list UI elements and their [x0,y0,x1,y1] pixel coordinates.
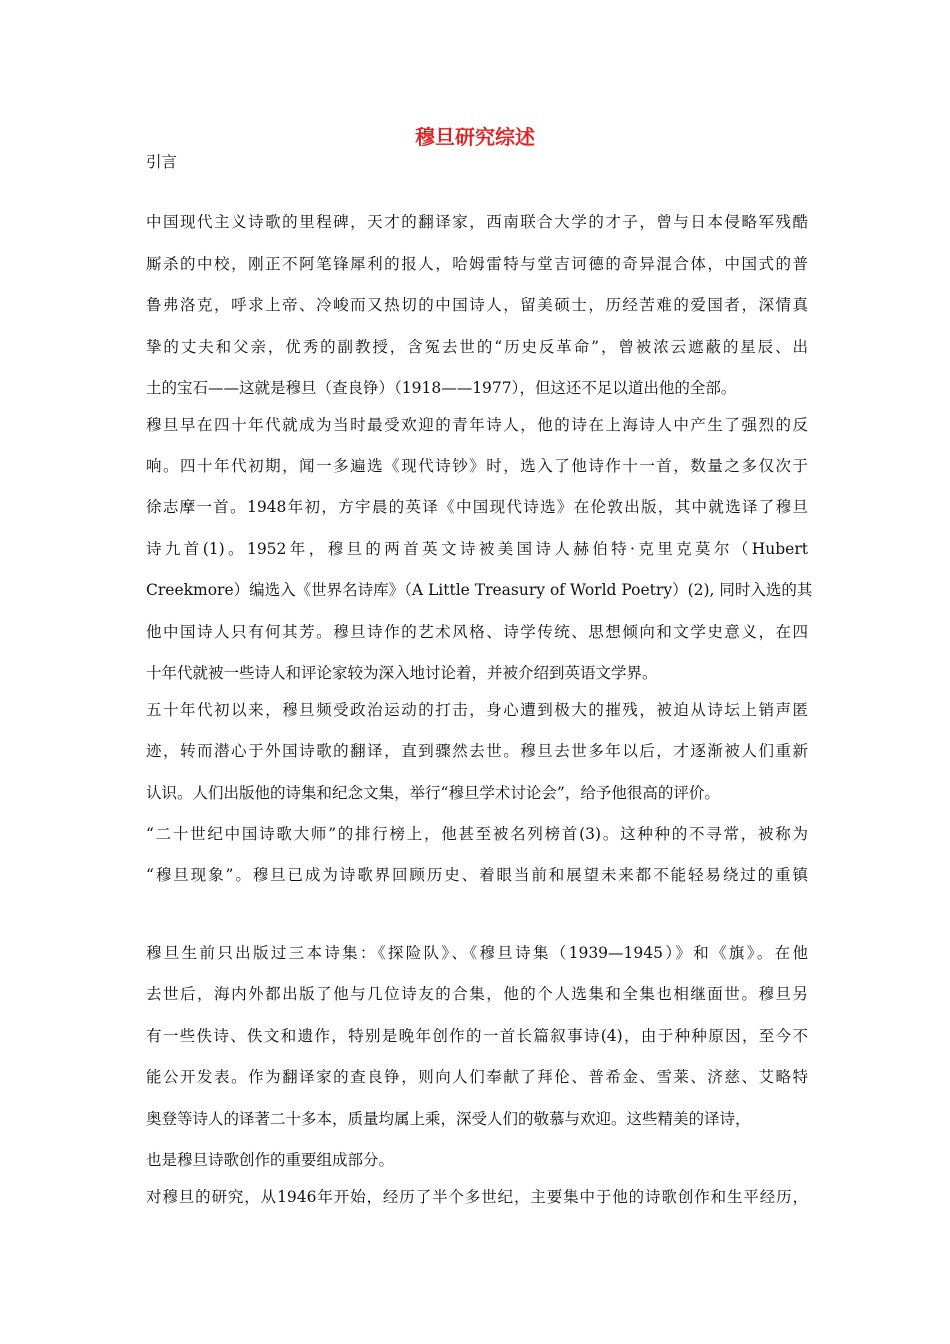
text-line: 中国现代主义诗歌的里程碑，天才的翻译家，西南联合大学的才子，曾与日本侵略军残酷 [146,213,808,231]
text-line: 厮杀的中校，刚正不阿笔锋犀利的报人，哈姆雷特与堂吉诃德的奇异混合体，中国式的普 [146,255,808,273]
text-line: 迹，转而潜心于外国诗歌的翻译，直到骤然去世。穆旦去世多年以后，才逐渐被人们重新 [146,742,808,760]
intro-heading: 引言 [146,153,178,171]
text-line: Creekmore）编选入《世界名诗库》（A Little Treasury of World Poetry）(2), 同时入选的其 [146,581,813,599]
text-line: 五十年代初以来，穆旦频受政治运动的打击，身心遭到极大的摧残，被迫从诗坛上销声匿 [146,701,808,719]
text-line: 十年代就被一些诗人和评论家较为深入地讨论着，并被介绍到英语文学界。 [146,664,658,682]
text-line: 穆旦生前只出版过三本诗集：《探险队》、《穆旦诗集（1939—1945）》和《旗》。在他 [146,944,808,962]
text-line: 能公开发表。作为翻译家的查良铮，则向人们奉献了拜伦、普希金、雪莱、济慈、艾略特 [146,1068,808,1086]
text-line: “穆旦现象”。穆旦已成为诗歌界回顾历史、着眼当前和展望未来都不能轻易绕过的重镇 [146,866,808,884]
text-line: 鲁弗洛克，呼求上帝、冷峻而又热切的中国诗人，留美硕士，历经苦难的爱国者，深情真 [146,296,808,314]
text-line: 挚的丈夫和父亲，优秀的副教授，含冤去世的“历史反革命”，曾被浓云遮蔽的星辰、出 [146,338,808,356]
text-line: 也是穆旦诗歌创作的重要组成部分。 [146,1151,395,1169]
text-line: 穆旦早在四十年代就成为当时最受欢迎的青年诗人，他的诗在上海诗人中产生了强烈的反 [146,416,808,434]
text-line: 诗九首(1)。1952年，穆旦的两首英文诗被美国诗人赫伯特·克里克莫尔（Hubert [146,540,808,558]
text-line: 去世后，海内外都出版了他与几位诗友的合集，他的个人选集和全集也相继面世。穆旦另 [146,985,808,1003]
text-line: 认识。人们出版他的诗集和纪念文集，举行“穆旦学术讨论会”，给予他很高的评价。 [146,784,720,802]
document-title: 穆旦研究综述 [415,125,535,149]
text-line: 他中国诗人只有何其芳。穆旦诗作的艺术风格、诗学传统、思想倾向和文学史意义，在四 [146,623,808,641]
text-line: 响。四十年代初期，闻一多遍选《现代诗钞》时，选入了他诗作十一首，数量之多仅次于 [146,457,808,475]
text-line: 土的宝石——这就是穆旦（查良铮）（1918——1977），但这还不足以道出他的全部。 [146,379,737,397]
text-line: 有一些佚诗、佚文和遗作，特别是晚年创作的一首长篇叙事诗(4)，由于种种原因，至今不 [146,1027,808,1045]
text-line: “二十世纪中国诗歌大师”的排行榜上，他甚至被名列榜首(3)。这种种的不寻常，被称为 [146,825,808,843]
text-line: 奥登等诗人的译著二十多本，质量均属上乘，深受人们的敬慕与欢迎。这些精美的译诗， [146,1110,751,1128]
text-line: 徐志摩一首。1948年初，方宇晨的英译《中国现代诗选》在伦敦出版，其中就选译了穆旦 [146,498,808,516]
text-line: 对穆旦的研究，从1946年开始，经历了半个多世纪，主要集中于他的诗歌创作和生平经历， [146,1188,808,1206]
